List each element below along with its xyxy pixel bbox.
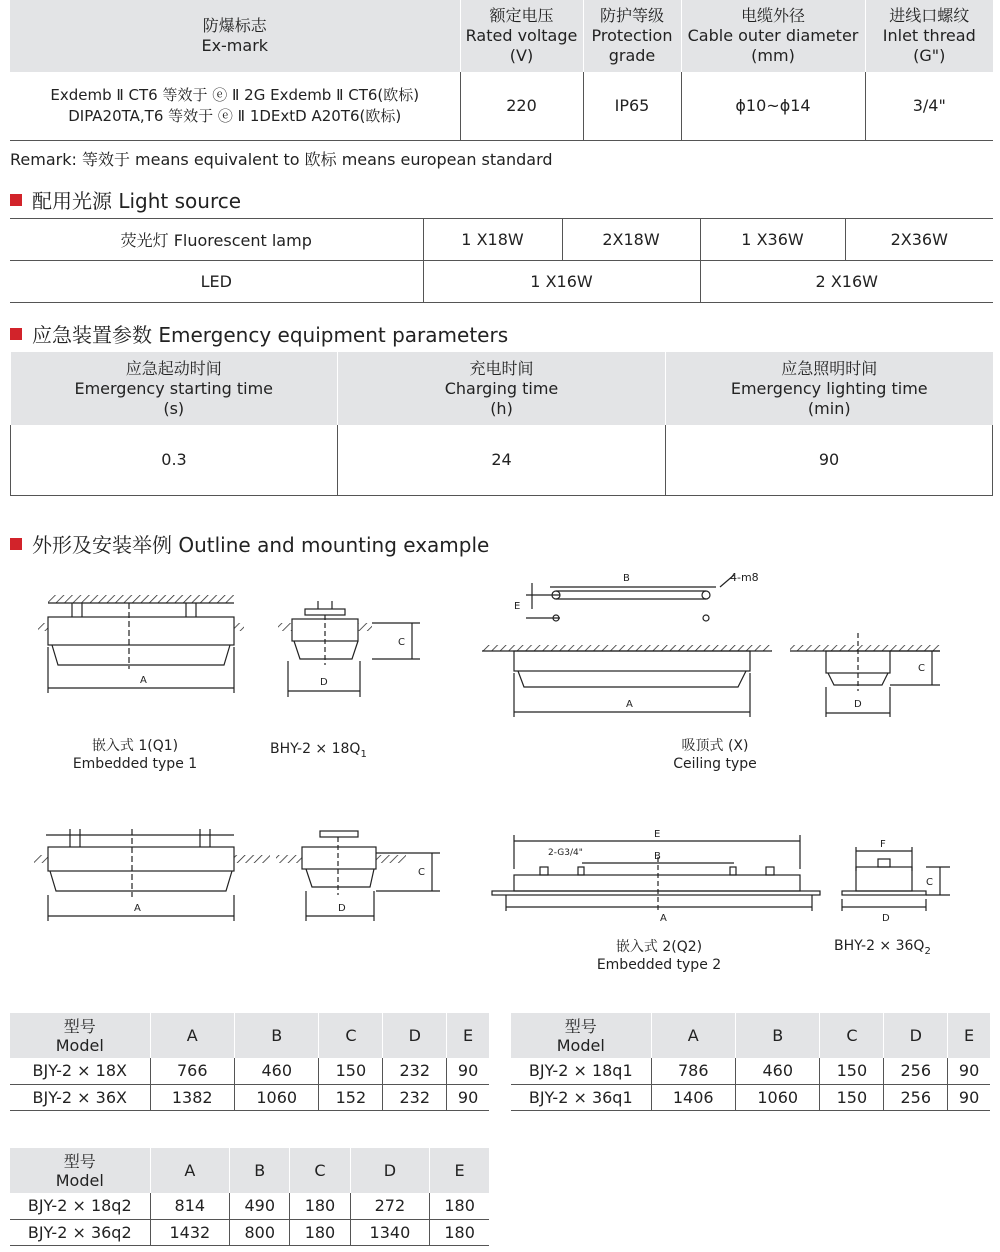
dim-header-model: 型号 Model <box>10 1013 150 1058</box>
table-cell: 766 <box>150 1058 234 1084</box>
q2-side-drawing <box>842 839 950 924</box>
dim-label-b: B <box>654 851 661 862</box>
dim-table-q1 <box>511 1013 990 1111</box>
outline-title-text: 外形及安装举例 Outline and mounting example <box>32 533 490 557</box>
dim-header: B <box>735 1013 819 1058</box>
table-cell: 1382 <box>150 1084 234 1110</box>
header-protection: 防护等级 Protection grade <box>583 0 681 72</box>
dim-header: D <box>383 1013 447 1058</box>
cell-cable: ϕ10~ϕ14 <box>681 72 865 140</box>
cell-thread: 3/4" <box>912 95 946 115</box>
x-side-drawing <box>790 633 940 717</box>
remark-text: Remark: 等效于 means equivalent to 欧标 means european standard <box>10 150 553 169</box>
fluorescent-label: 荧光灯 Fluorescent lamp <box>10 219 423 261</box>
table-cell: 180 <box>290 1193 350 1219</box>
fluorescent-value: 2X36W <box>890 230 948 249</box>
table-cell: 490 <box>230 1193 290 1219</box>
table-cell: 150 <box>820 1084 884 1110</box>
dim-label-d: D <box>882 913 890 924</box>
table-cell: 180 <box>290 1219 350 1245</box>
led-value: 2 X16W <box>815 272 878 291</box>
table-cell: BJY-2 × 36q1 <box>511 1084 651 1110</box>
dim-header-model: 型号 Model <box>511 1013 651 1058</box>
table-cell: 1060 <box>234 1084 318 1110</box>
section-marker-icon <box>10 538 22 550</box>
cell-exmark: Exdemb Ⅱ CT6 等效于 ⓔ Ⅱ 2G Exdemb Ⅱ CT6(欧标) DIPA20TA,T6 等效于 ⓔ Ⅱ 1DExtD A20T6(欧标) <box>10 72 460 140</box>
table-cell: 460 <box>735 1058 819 1084</box>
table-cell: 90 <box>457 1087 479 1107</box>
emergency-value: 24 <box>338 425 666 495</box>
x-plate-drawing <box>514 571 759 621</box>
table-cell: 460 <box>234 1058 318 1084</box>
emergency-value: 90 <box>666 425 993 495</box>
light-source-title-text: 配用光源 Light source <box>32 189 242 213</box>
caption-q2-model: $BHY-2 \times 36Q_2$ <box>834 938 931 957</box>
cell-voltage: 220 <box>460 72 583 140</box>
dim-label-d: D <box>338 903 346 914</box>
emergency-title-text: 应急装置参数 Emergency equipment parameters <box>32 323 509 347</box>
emergency-table <box>10 352 993 496</box>
table-cell: 814 <box>150 1193 230 1219</box>
dim-label-a: A <box>134 903 141 914</box>
table-cell: 256 <box>884 1084 948 1110</box>
dim-label-a: A <box>660 913 667 924</box>
inlet-label: 2-G3/4" <box>548 848 583 858</box>
cell-protection: IP65 <box>583 72 681 140</box>
q2-front-drawing <box>492 829 820 924</box>
section-marker-icon <box>10 328 22 340</box>
outline-title <box>10 529 489 558</box>
light-source-title <box>10 185 241 214</box>
table-cell: 1060 <box>735 1084 819 1110</box>
dim-label-c: C <box>918 663 925 674</box>
dim-header-model: 型号 Model <box>10 1148 150 1193</box>
caption-x: 吸顶式 (X) Ceiling type <box>673 738 757 772</box>
dim-label-a: A <box>140 675 147 686</box>
q1-front-drawing <box>38 595 244 693</box>
dim-label-d: D <box>320 677 328 688</box>
table-cell: BJY-2 × 18X <box>10 1058 150 1084</box>
dim-label-c: C <box>398 637 405 648</box>
table-cell: 256 <box>884 1058 948 1084</box>
table-cell: 232 <box>383 1058 447 1084</box>
emergency-header: 应急照明时间 Emergency lighting time (min) <box>730 358 928 418</box>
fluorescent-value: 1 X36W <box>700 219 845 261</box>
mount-hole-label: 4-m8 <box>730 571 759 584</box>
table-cell: BJY-2 × 36X <box>10 1084 150 1110</box>
dim-header: A <box>150 1148 230 1193</box>
table-cell: 1432 <box>150 1219 230 1245</box>
header-thread: 进线口螺纹 Inlet thread (G") <box>882 6 976 65</box>
dim-header: C <box>319 1013 383 1058</box>
dim-header: A <box>150 1013 234 1058</box>
table-cell: BJY-2 × 18q1 <box>511 1058 651 1084</box>
table-cell: 152 <box>319 1084 383 1110</box>
table-cell: 272 <box>350 1193 430 1219</box>
dim-header: E <box>964 1026 975 1045</box>
led-label: LED <box>10 261 423 303</box>
dim-label-e: E <box>654 829 661 840</box>
table-cell: 786 <box>651 1058 735 1084</box>
header-cable: 电缆外径 Cable outer diameter (mm) <box>681 0 865 72</box>
spec-table <box>10 0 993 141</box>
fluorescent-value: 2X18W <box>562 219 700 261</box>
led-value: 1 X16W <box>423 261 700 303</box>
caption-q1: 嵌入式 1(Q1) Embedded type 1 <box>72 738 198 772</box>
dim-label-a: A <box>626 699 633 710</box>
table-row <box>10 1058 489 1084</box>
emergency-header: 应急起动时间 Emergency starting time (s) <box>11 352 338 425</box>
dim-header: D <box>884 1013 948 1058</box>
table-cell: 90 <box>958 1061 980 1081</box>
table-cell: 1406 <box>651 1084 735 1110</box>
table-cell: 180 <box>444 1196 475 1216</box>
emergency-title <box>10 319 508 348</box>
dim-label-f: F <box>880 839 886 850</box>
table-cell: 800 <box>230 1219 290 1245</box>
x-front-drawing <box>482 645 772 717</box>
dim-label-b: B <box>623 573 630 584</box>
dim-header: E <box>454 1161 465 1180</box>
dim-header: A <box>651 1013 735 1058</box>
fluorescent-value: 1 X18W <box>423 219 562 261</box>
table-cell: 1340 <box>350 1219 430 1245</box>
dim-header: D <box>350 1148 430 1193</box>
dim-header: B <box>234 1013 318 1058</box>
dim-label-c: C <box>926 877 933 888</box>
caption-q2: 嵌入式 2(Q2) Embedded type 2 <box>596 939 722 973</box>
header-voltage: 额定电压 Rated voltage (V) <box>460 0 583 72</box>
q1-lower-side-drawing <box>276 831 440 921</box>
q1-lower-front-drawing <box>34 829 270 921</box>
section-marker-icon <box>10 194 22 206</box>
table-cell: BJY-2 × 18q2 <box>10 1193 150 1219</box>
table-cell: 232 <box>383 1084 447 1110</box>
table-row <box>10 1219 489 1245</box>
dim-header: C <box>290 1148 350 1193</box>
table-cell: BJY-2 × 36q2 <box>10 1219 150 1245</box>
table-row <box>511 1058 990 1084</box>
table-cell: 180 <box>444 1222 475 1242</box>
table-row <box>10 1193 489 1219</box>
dim-table-q2 <box>10 1148 489 1246</box>
table-cell: 90 <box>958 1087 980 1107</box>
dim-header: B <box>230 1148 290 1193</box>
table-row <box>10 1084 489 1110</box>
dim-label-e: E <box>514 601 521 612</box>
table-cell: 150 <box>820 1058 884 1084</box>
table-cell: 150 <box>319 1058 383 1084</box>
caption-q1-model: $BHY-2 \times 18Q_1$ <box>270 741 367 760</box>
dim-label-d: D <box>854 699 862 710</box>
header-exmark: 防爆标志 Ex-mark <box>10 0 460 72</box>
dim-header: E <box>463 1026 474 1045</box>
dim-label-c: C <box>418 867 425 878</box>
light-source-table <box>10 218 993 303</box>
dim-table-x <box>10 1013 489 1111</box>
table-row <box>511 1084 990 1110</box>
emergency-value: 0.3 <box>11 425 338 495</box>
q1-side-drawing <box>278 601 420 697</box>
emergency-header: 充电时间 Charging time (h) <box>338 352 666 425</box>
dim-header: C <box>820 1013 884 1058</box>
table-cell: 90 <box>457 1061 479 1081</box>
